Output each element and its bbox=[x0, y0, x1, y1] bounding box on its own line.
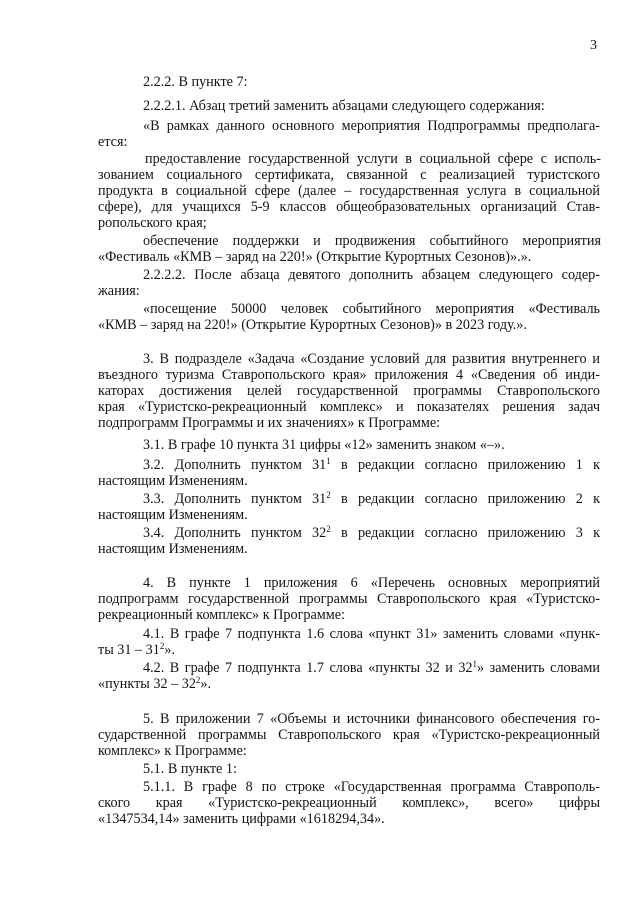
page-number: 3 bbox=[590, 38, 597, 53]
text-line: ется: bbox=[98, 134, 128, 150]
text-line: «посещение 50000 человек событийного мероприятия «Фестиваль bbox=[143, 301, 600, 317]
text-line: обеспечение поддержки и продвижения событийного мероприятия bbox=[143, 233, 601, 249]
text-line: 3.4. Дополнить пунктом $32^2$ в редакции согласно приложению 3 к bbox=[143, 524, 600, 541]
text-line: сударственной программы Ставропольского края «Туристско-рекреационный bbox=[98, 727, 600, 743]
text-line: 3. В подразделе «Задача «Создание условий для развития внутреннего и bbox=[143, 351, 600, 367]
text-line: 4. В пункте 1 приложения 6 «Перечень основных мероприятий bbox=[143, 575, 600, 591]
text-line: края «Туристско-рекреационный комплекс» и показателях решения задач bbox=[98, 399, 600, 415]
text-line: 3.3. Дополнить пунктом $31^2$ в редакции согласно приложению 2 к bbox=[143, 490, 600, 507]
text-line: сфере), для учащихся 5-9 классов общеобразовательных организаций Став- bbox=[98, 199, 600, 215]
text-line: подпрограмм Программы и их значениях» к Программе: bbox=[98, 415, 441, 431]
text-line: 3.2. Дополнить пунктом $31^1$ в редакции согласно приложению 1 к bbox=[143, 456, 600, 473]
text-line: подпрограмм государственной программы Ставропольского края «Туристско- bbox=[98, 591, 600, 607]
text-line: 4.2. В графе 7 подпункта 1.7 слова «пункты 32 и $32^1$» заменить словами bbox=[143, 659, 600, 676]
text-line: настоящим Изменениям. bbox=[98, 541, 248, 557]
text-line: рекреационный комплекс» к Программе: bbox=[98, 607, 345, 623]
text-line: «КМВ – заряд на 220!» (Открытие Курортных Сезонов)» в 2023 году.». bbox=[98, 317, 527, 333]
text-line: зованием социального сертификата, связанной с реализацией туристского bbox=[98, 167, 600, 183]
text-line: 5.1. В пункте 1: bbox=[143, 761, 237, 777]
text-line: комплекс» к Программе: bbox=[98, 743, 247, 759]
text-line: ты $31 - 31^2$». bbox=[98, 641, 175, 658]
text-line: 5.1.1. В графе 8 по строке «Государственная программа Ставрополь- bbox=[143, 779, 600, 795]
text-line: 5. В приложении 7 «Объемы и источники финансового обеспечения го- bbox=[143, 711, 600, 727]
text-line: «Фестиваль «КМВ – заряд на 220!» (Открытие Курортных Сезонов)».». bbox=[98, 249, 532, 265]
text-line: 2.2.2. В пункте 7: bbox=[143, 74, 248, 90]
text-line: въездного туризма Ставропольского края» приложения 4 «Сведения об инди- bbox=[98, 367, 600, 383]
text-line: настоящим Изменениям. bbox=[98, 473, 248, 489]
text-line: «пункты $32 - 32^2$». bbox=[98, 675, 212, 692]
text-line: «В рамках данного основного мероприятия Подпрограммы предполага- bbox=[143, 118, 600, 134]
text-line: ропольского края; bbox=[98, 215, 207, 231]
text-line: жания: bbox=[98, 283, 140, 299]
text-line: ского края «Туристско-рекреационный комплекс», всего» цифры bbox=[98, 795, 600, 811]
text-line: предоставление государственной услуги в социальной сфере с исполь- bbox=[145, 151, 601, 167]
text-line: 3.1. В графе 10 пункта 31 цифры «12» заменить знаком «–». bbox=[143, 437, 505, 453]
text-line: «1347534,14» заменить цифрами «1618294,34». bbox=[98, 811, 385, 827]
text-line: 4.1. В графе 7 подпункта 1.6 слова «пункт 31» заменить словами «пунк- bbox=[143, 626, 600, 642]
text-line: каторах достижения целей государственной программы Ставропольского bbox=[98, 383, 600, 399]
text-line: 2.2.2.2. После абзаца девятого дополнить абзацем следующего содер- bbox=[143, 267, 600, 283]
text-line: настоящим Изменениям. bbox=[98, 507, 248, 523]
text-line: 2.2.2.1. Абзац третий заменить абзацами следующего содержания: bbox=[143, 98, 545, 114]
text-line: продукта в социальной сфере (далее – государственная услуга в социальной bbox=[98, 183, 600, 199]
